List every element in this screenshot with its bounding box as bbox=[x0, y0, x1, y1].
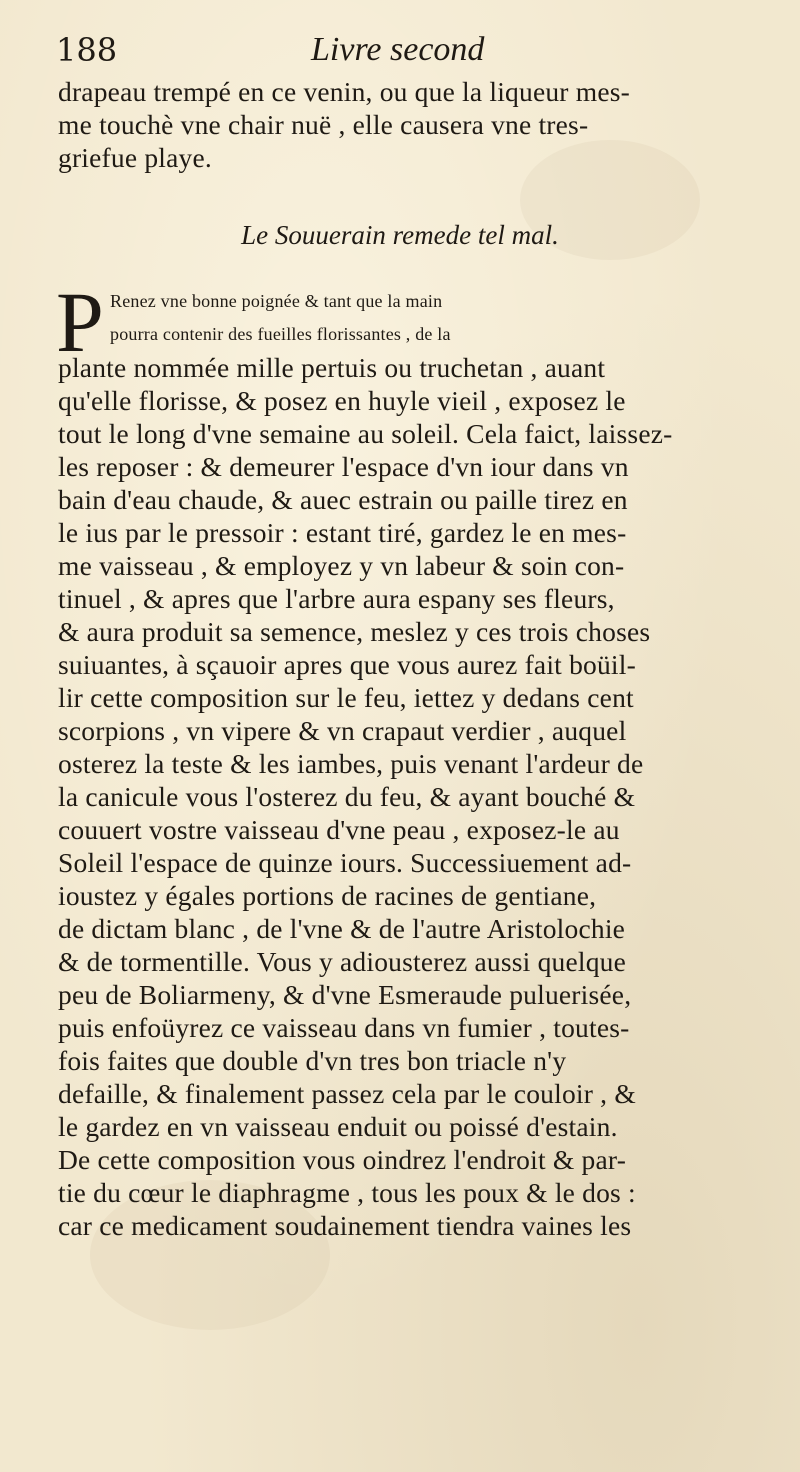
text-line: le ius par le pressoir : estant tiré, gardez le en mes- bbox=[58, 517, 627, 548]
running-title: Livre second bbox=[311, 31, 485, 68]
text-line: qu'elle florisse, & posez en huyle vieil , exposez le bbox=[58, 385, 626, 416]
drop-cap: P bbox=[56, 274, 104, 370]
text-line: lir cette composition sur le feu, iettez y dedans cent bbox=[58, 682, 634, 713]
text-line: Renez vne bonne poignée & tant que la main bbox=[110, 291, 443, 311]
text-line: defaille, & finalement passez cela par le couloir , & bbox=[58, 1078, 636, 1109]
text-line: osterez la teste & les iambes, puis venant l'ardeur de bbox=[58, 748, 644, 779]
text-line: couuert vostre vaisseau d'vne peau , exposez-le au bbox=[58, 814, 620, 845]
text-line: car ce medicament soudainement tiendra vaines les bbox=[58, 1210, 632, 1241]
text-line: De cette composition vous oindrez l'endroit & par- bbox=[58, 1144, 627, 1175]
text-line: pourra contenir des fueilles florissantes , de la bbox=[110, 324, 451, 344]
text-line: le gardez en vn vaisseau enduit ou poissé d'estain. bbox=[58, 1111, 618, 1142]
section-heading: Le Souuerain remede tel mal. bbox=[241, 220, 559, 250]
text-line: bain d'eau chaude, & auec estrain ou paille tirez en bbox=[58, 484, 628, 515]
text-line: me vaisseau , & employez y vn labeur & soin con- bbox=[58, 550, 625, 581]
body-text bbox=[58, 285, 770, 1242]
text-line: peu de Boliarmeny, & d'vne Esmeraude pulueriséе, bbox=[58, 979, 632, 1010]
text-line: la canicule vous l'osterez du feu, & ayant bouché & bbox=[58, 781, 636, 812]
text-line: scorpions , vn vipere & vn crapaut verdier , auquel bbox=[58, 715, 627, 746]
text-line: drapeau trempé en ce venin, ou que la liqueur mes- bbox=[58, 76, 630, 107]
text-line: de dictam blanc , de l'vne & de l'autre Aristolochie bbox=[58, 913, 626, 944]
text-line: me touchè vne chair nuë , elle causera vne tres- bbox=[58, 109, 589, 140]
continued-text bbox=[58, 75, 770, 174]
text-line: & aura produit sa semence, meslez y ces trois choses bbox=[58, 616, 651, 647]
text-line: ioustez y égales portions de racines de gentiane, bbox=[58, 880, 597, 911]
text-line: tinuel , & apres que l'arbre aura espany ses fleurs, bbox=[58, 583, 615, 614]
text-line: fois faites que double d'vn tres bon triacle n'y bbox=[58, 1045, 567, 1076]
text-line: suiuantes, à sçauoir apres que vous aurez fait boüil- bbox=[58, 649, 636, 680]
text-line: puis enfoüyrez ce vaisseau dans vn fumier , toutes- bbox=[58, 1012, 630, 1043]
text-line: Soleil l'espace de quinze iours. Successiuement ad- bbox=[58, 847, 632, 878]
text-line: tie du cœur le diaphragme , tous les poux & le dos : bbox=[58, 1177, 636, 1208]
text-line: tout le long d'vne semaine au soleil. Cela faict, laissez- bbox=[58, 418, 673, 449]
text-line: & de tormentille. Vous y adiousterez aussi quelque bbox=[58, 946, 627, 977]
text-line: plante nommée mille pertuis ou truchetan , auant bbox=[58, 352, 606, 383]
page-number: 188 bbox=[56, 31, 118, 69]
text-line: les reposer : & demeurer l'espace d'vn iour dans vn bbox=[58, 451, 629, 482]
running-head bbox=[56, 30, 756, 74]
text-line: griefue playe. bbox=[58, 142, 212, 173]
